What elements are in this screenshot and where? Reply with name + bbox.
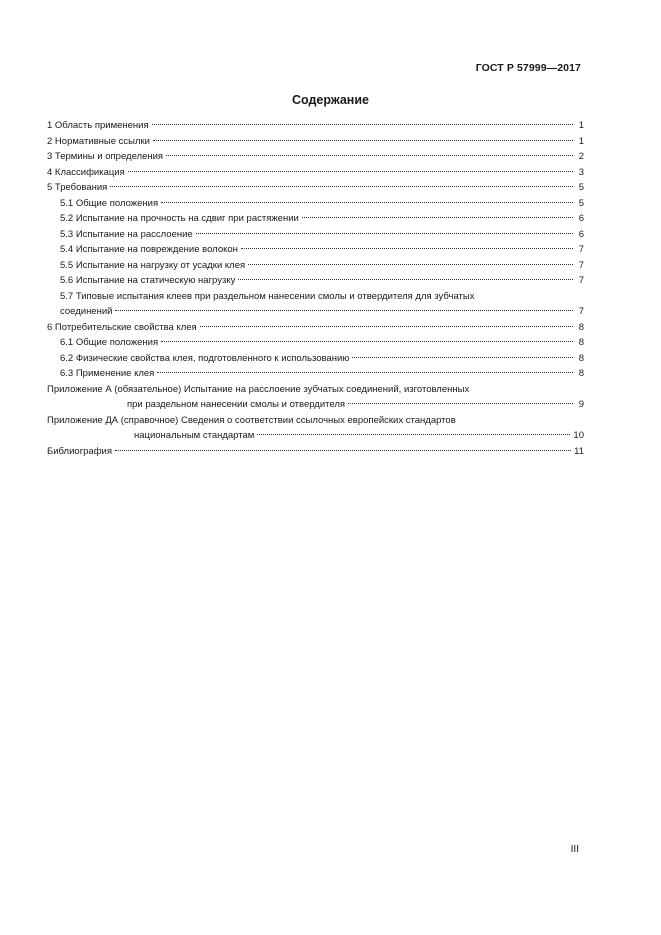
toc-subentry[interactable] (47, 366, 584, 382)
leader-dots (128, 171, 573, 172)
toc-entry-page: 10 (573, 430, 584, 441)
toc-entry-label: 6.1 Общие положения (60, 337, 159, 348)
toc-entry-label: 1 Область применения (47, 120, 149, 131)
toc-entry-page: 6 (578, 213, 584, 224)
toc-entry[interactable] (47, 180, 584, 196)
table-of-contents (47, 118, 584, 459)
toc-entry[interactable] (47, 149, 584, 165)
toc-entry-label-line2: национальным стандартам (134, 430, 255, 441)
toc-entry-page: 11 (574, 445, 584, 457)
toc-entry[interactable] (47, 320, 584, 336)
toc-entry-label: 5.6 Испытание на статическую нагрузку (60, 275, 236, 286)
page-number: III (570, 844, 579, 855)
toc-appendix-entry[interactable] (47, 382, 584, 413)
toc-subentry[interactable] (47, 289, 584, 320)
leader-dots (248, 264, 573, 265)
toc-entry-page: 5 (578, 182, 584, 193)
leader-dots (115, 450, 571, 451)
toc-subentry[interactable] (47, 242, 584, 258)
toc-entry[interactable] (47, 134, 584, 150)
toc-entry-label: 5.4 Испытание на повреждение волокон (60, 244, 238, 255)
leader-dots (196, 233, 573, 234)
toc-entry[interactable] (47, 118, 584, 134)
toc-entry-page: 8 (578, 337, 584, 348)
toc-entry-page: 7 (578, 244, 584, 255)
toc-entry-label: 5.2 Испытание на прочность на сдвиг при растяжении (60, 213, 299, 224)
leader-dots (152, 124, 573, 125)
toc-subentry[interactable] (47, 351, 584, 367)
toc-entry-label-line1: 5.7 Типовые испытания клеев при раздельном нанесении смолы и отвердителя для зубчатых (60, 290, 475, 302)
page-title: Содержание (291, 93, 369, 107)
toc-entry-page: 1 (578, 120, 584, 131)
toc-entry-page: 3 (578, 166, 584, 178)
toc-subentry[interactable] (47, 196, 584, 212)
leader-dots (110, 186, 573, 187)
toc-entry-label-line1: Приложение А (обязательное) Испытание на расслоение зубчатых соединений, изготовленных (47, 383, 470, 395)
toc-entry-label-line2: при раздельном нанесении смолы и отвердителя (127, 399, 346, 410)
toc-entry-page: 6 (578, 228, 584, 240)
toc-entry-label: 5 Требования (47, 182, 108, 193)
toc-entry-page: 1 (578, 135, 584, 147)
toc-entry-label-line2: соединений (60, 306, 113, 317)
toc-entry-label: 5.1 Общие положения (60, 197, 159, 209)
leader-dots (161, 202, 573, 203)
toc-entry-page: 5 (578, 197, 584, 209)
toc-appendix-entry[interactable] (47, 413, 584, 444)
toc-entry-label: 5.5 Испытание на нагрузку от усадки клея (60, 259, 246, 271)
toc-entry-label: 3 Термины и определения (47, 151, 164, 162)
leader-dots (115, 310, 573, 311)
leader-dots (348, 403, 573, 404)
toc-entry-page: 7 (578, 259, 584, 271)
toc-entry[interactable] (47, 165, 584, 181)
document-id: ГОСТ Р 57999—2017 (475, 62, 581, 74)
toc-entry-label: 6.2 Физические свойства клея, подготовленного к использованию (60, 352, 350, 364)
toc-entry-label: Библиография (47, 445, 112, 457)
leader-dots (157, 372, 573, 373)
toc-entry-label: 2 Нормативные ссылки (47, 135, 150, 147)
toc-entry-page: 8 (578, 321, 584, 333)
toc-entry-page: 9 (578, 399, 584, 410)
toc-entry[interactable] (47, 444, 584, 460)
toc-entry-label: 6 Потребительские свойства клея (47, 321, 197, 333)
toc-entry-label-line1: Приложение ДА (справочное) Сведения о соответствии ссылочных европейских стандартов (47, 414, 456, 426)
toc-entry-page: 8 (578, 352, 584, 364)
toc-subentry[interactable] (47, 258, 584, 274)
toc-entry-label: 5.3 Испытание на расслоение (60, 228, 193, 240)
leader-dots (161, 341, 573, 342)
leader-dots (241, 248, 573, 249)
toc-entry-label: 4 Классификация (47, 166, 125, 178)
toc-entry-page: 2 (578, 151, 584, 162)
leader-dots (153, 140, 573, 141)
toc-entry-label: 6.3 Применение клея (60, 368, 155, 379)
leader-dots (238, 279, 573, 280)
leader-dots (166, 155, 573, 156)
toc-entry-page: 7 (578, 306, 584, 317)
toc-entry-page: 7 (578, 275, 584, 286)
toc-subentry[interactable] (47, 335, 584, 351)
leader-dots (352, 357, 573, 358)
toc-subentry[interactable] (47, 273, 584, 289)
leader-dots (200, 326, 573, 327)
toc-subentry[interactable] (47, 227, 584, 243)
leader-dots (302, 217, 573, 218)
toc-entry-page: 8 (578, 368, 584, 379)
toc-subentry[interactable] (47, 211, 584, 227)
leader-dots (257, 434, 570, 435)
